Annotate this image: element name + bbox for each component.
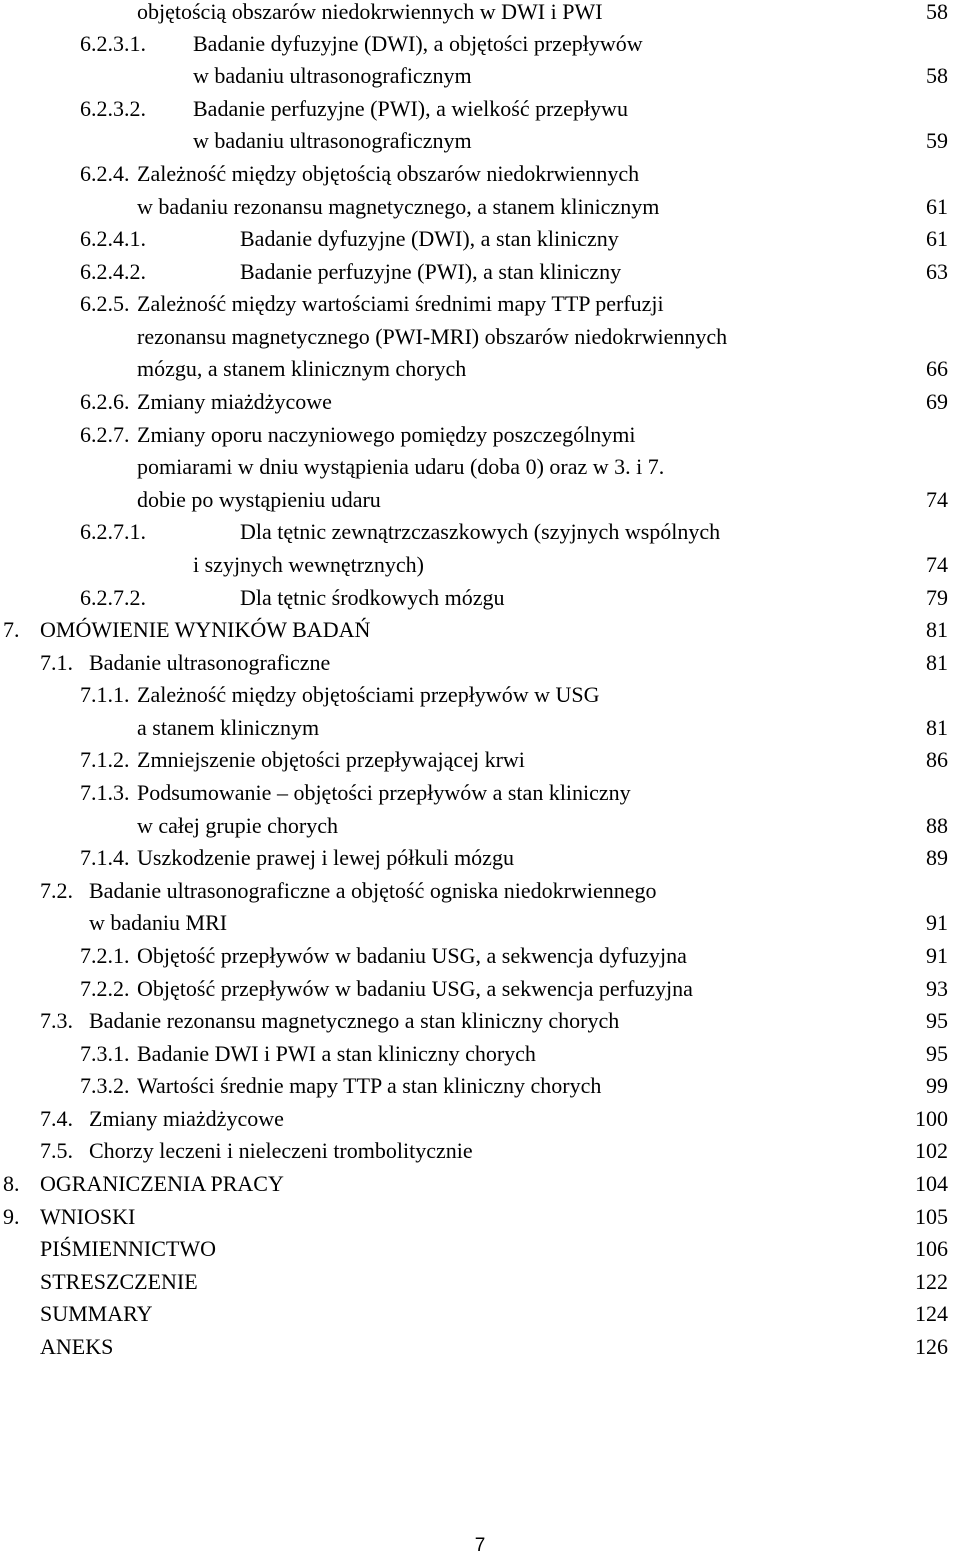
toc-line <box>0 550 960 580</box>
toc-title: ANEKS <box>40 1334 114 1359</box>
toc-title: a stanem klinicznym <box>137 715 320 740</box>
toc-number: 7.2.2. <box>80 976 130 1001</box>
toc-title: Chorzy leczeni i nieleczeni trombolitycznie <box>89 1138 473 1163</box>
toc-page: 69 <box>926 389 948 414</box>
toc-line <box>0 1202 960 1232</box>
toc-title: Objętość przepływów w badaniu USG, a sekwencja perfuzyjna <box>137 976 693 1001</box>
toc-number: 6.2.7.1. <box>80 519 146 544</box>
toc-line <box>0 387 960 417</box>
toc-title: OGRANICZENIA PRACY <box>40 1171 284 1196</box>
toc-page: 81 <box>926 715 948 740</box>
toc-line <box>0 61 960 91</box>
toc-number: 6.2.3.1. <box>80 31 146 56</box>
toc-title: Badanie dyfuzyjne (DWI), a objętości przepływów <box>193 31 643 56</box>
toc-page: 81 <box>926 617 948 642</box>
toc-title: Zależność między objętościami przepływów w USG <box>137 682 600 707</box>
toc-line <box>0 778 960 808</box>
toc-line <box>0 420 960 450</box>
toc-title: Badanie dyfuzyjne (DWI), a stan kliniczny <box>240 226 619 251</box>
toc-number: 8. <box>3 1171 20 1196</box>
toc-title: mózgu, a stanem klinicznym chorych <box>137 356 467 381</box>
toc-number: 6.2.4. <box>80 161 130 186</box>
toc-line <box>0 159 960 189</box>
toc-title: objętością obszarów niedokrwiennych w DWI i PWI <box>137 0 603 24</box>
toc-title: Zależność między objętością obszarów niedokrwiennych <box>137 161 640 186</box>
toc-page: 58 <box>926 63 948 88</box>
toc-page: 106 <box>915 1236 948 1261</box>
toc-number: 7.1.1. <box>80 682 130 707</box>
page-number: 7 <box>474 1535 486 1556</box>
toc-line <box>0 517 960 547</box>
toc-page: 89 <box>926 845 948 870</box>
toc-number: 6.2.7.2. <box>80 585 146 610</box>
toc-line <box>0 908 960 938</box>
toc-page: 59 <box>926 128 948 153</box>
toc-line <box>0 1006 960 1036</box>
toc-page: 126 <box>915 1334 948 1359</box>
toc-title: w całej grupie chorych <box>137 813 338 838</box>
toc-title: Dla tętnic środkowych mózgu <box>240 585 505 610</box>
toc-title: OMÓWIENIE WYNIKÓW BADAŃ <box>40 617 371 642</box>
toc-number: 6.2.7. <box>80 422 130 447</box>
toc-line <box>0 1299 960 1329</box>
toc-title: Badanie ultrasonograficzne a objętość ogniska niedokrwiennego <box>89 878 657 903</box>
toc-title: PIŚMIENNICTWO <box>40 1236 216 1261</box>
toc-title: Badanie DWI i PWI a stan kliniczny chorych <box>137 1041 536 1066</box>
toc-line <box>0 648 960 678</box>
toc-number: 6.2.4.1. <box>80 226 146 251</box>
toc-page: 105 <box>915 1204 948 1229</box>
toc-line <box>0 485 960 515</box>
toc-line <box>0 257 960 287</box>
toc-line <box>0 876 960 906</box>
toc-number: 7.1.3. <box>80 780 130 805</box>
toc-page: 74 <box>926 487 948 512</box>
toc-title: Badanie rezonansu magnetycznego a stan kliniczny chorych <box>89 1008 620 1033</box>
toc-title: w badaniu ultrasonograficznym <box>193 63 472 88</box>
toc-line <box>0 1071 960 1101</box>
toc-line <box>0 289 960 319</box>
toc-number: 6.2.5. <box>80 291 130 316</box>
toc-page: 79 <box>926 585 948 610</box>
toc-number: 7.3.2. <box>80 1073 130 1098</box>
toc-line <box>0 1267 960 1297</box>
toc-line <box>0 811 960 841</box>
toc-line <box>0 1332 960 1362</box>
toc-line <box>0 224 960 254</box>
toc-line <box>0 974 960 1004</box>
toc-line <box>0 843 960 873</box>
toc-title: w badaniu MRI <box>89 910 228 935</box>
toc-title: Badanie perfuzyjne (PWI), a stan kliniczny <box>240 259 622 284</box>
toc-title: w badaniu rezonansu magnetycznego, a stanem klinicznym <box>137 194 660 219</box>
toc-number: 7.4. <box>40 1106 73 1131</box>
toc-page: 63 <box>926 259 948 284</box>
toc-line <box>0 1039 960 1069</box>
toc-title: Zmiany oporu naczyniowego pomiędzy poszczególnymi <box>137 422 636 447</box>
toc-number: 7.1.4. <box>80 845 130 870</box>
toc-number: 9. <box>3 1204 20 1229</box>
toc-page: 66 <box>926 356 948 381</box>
toc-title: rezonansu magnetycznego (PWI-MRI) obszarów niedokrwiennych <box>137 324 728 349</box>
toc-line <box>0 615 960 645</box>
toc-line <box>0 1169 960 1199</box>
toc-title: dobie po wystąpieniu udaru <box>137 487 381 512</box>
toc-line <box>0 126 960 156</box>
toc-number: 6.2.4.2. <box>80 259 146 284</box>
toc-title: i szyjnych wewnętrznych) <box>193 552 424 577</box>
toc-page: 95 <box>926 1008 948 1033</box>
toc-title: Zmiany miażdżycowe <box>89 1106 284 1131</box>
toc-line <box>0 94 960 124</box>
toc-page: 93 <box>926 976 948 1001</box>
toc-title: Dla tętnic zewnątrzczaszkowych (szyjnych wspólnych <box>240 519 721 544</box>
toc-line <box>0 322 960 352</box>
toc-page: 100 <box>915 1106 948 1131</box>
toc-page: 74 <box>926 552 948 577</box>
toc-line <box>0 354 960 384</box>
toc-line <box>0 452 960 482</box>
toc-page: 95 <box>926 1041 948 1066</box>
toc-title: STRESZCZENIE <box>40 1269 198 1294</box>
toc-number: 7.2.1. <box>80 943 130 968</box>
toc-title: Podsumowanie – objętości przepływów a stan kliniczny <box>137 780 631 805</box>
toc-title: Uszkodzenie prawej i lewej półkuli mózgu <box>137 845 514 870</box>
toc-number: 7.5. <box>40 1138 73 1163</box>
toc-line <box>0 29 960 59</box>
toc-title: WNIOSKI <box>40 1204 136 1229</box>
toc-page: 81 <box>926 650 948 675</box>
toc-number: 7.1. <box>40 650 73 675</box>
toc-page: 88 <box>926 813 948 838</box>
toc-page: 91 <box>926 943 948 968</box>
toc-page: 124 <box>915 1301 948 1326</box>
toc-title: w badaniu ultrasonograficznym <box>193 128 472 153</box>
toc-page: 61 <box>926 226 948 251</box>
toc-line <box>0 1104 960 1134</box>
toc-title: Wartości średnie mapy TTP a stan kliniczny chorych <box>137 1073 602 1098</box>
toc-line <box>0 713 960 743</box>
toc-line <box>0 680 960 710</box>
toc-line <box>0 745 960 775</box>
toc-line <box>0 1136 960 1166</box>
toc-number: 6.2.3.2. <box>80 96 146 121</box>
toc-title: Zmniejszenie objętości przepływającej krwi <box>137 747 525 772</box>
toc-page: 58 <box>926 0 948 24</box>
toc-title: Zależność między wartościami średnimi mapy TTP perfuzji <box>137 291 664 316</box>
toc-page: 104 <box>915 1171 948 1196</box>
toc-number: 7.2. <box>40 878 73 903</box>
toc-line <box>0 0 960 27</box>
toc-page: 86 <box>926 747 948 772</box>
toc-number: 7. <box>3 617 20 642</box>
toc-page: 99 <box>926 1073 948 1098</box>
toc-page: 91 <box>926 910 948 935</box>
toc-page: 122 <box>915 1269 948 1294</box>
toc-page: 61 <box>926 194 948 219</box>
toc-title: Badanie ultrasonograficzne <box>89 650 331 675</box>
toc-line <box>0 1234 960 1264</box>
toc-number: 7.3.1. <box>80 1041 130 1066</box>
toc-line <box>0 192 960 222</box>
toc-number: 7.3. <box>40 1008 73 1033</box>
toc-title: SUMMARY <box>40 1301 153 1326</box>
toc-page: 102 <box>915 1138 948 1163</box>
toc-line <box>0 941 960 971</box>
toc-line <box>0 583 960 613</box>
toc-title: pomiarami w dniu wystąpienia udaru (doba 0) oraz w 3. i 7. <box>137 454 665 479</box>
toc-title: Objętość przepływów w badaniu USG, a sekwencja dyfuzyjna <box>137 943 687 968</box>
toc-number: 7.1.2. <box>80 747 130 772</box>
toc-title: Badanie perfuzyjne (PWI), a wielkość przepływu <box>193 96 628 121</box>
toc-title: Zmiany miażdżycowe <box>137 389 332 414</box>
toc-number: 6.2.6. <box>80 389 130 414</box>
